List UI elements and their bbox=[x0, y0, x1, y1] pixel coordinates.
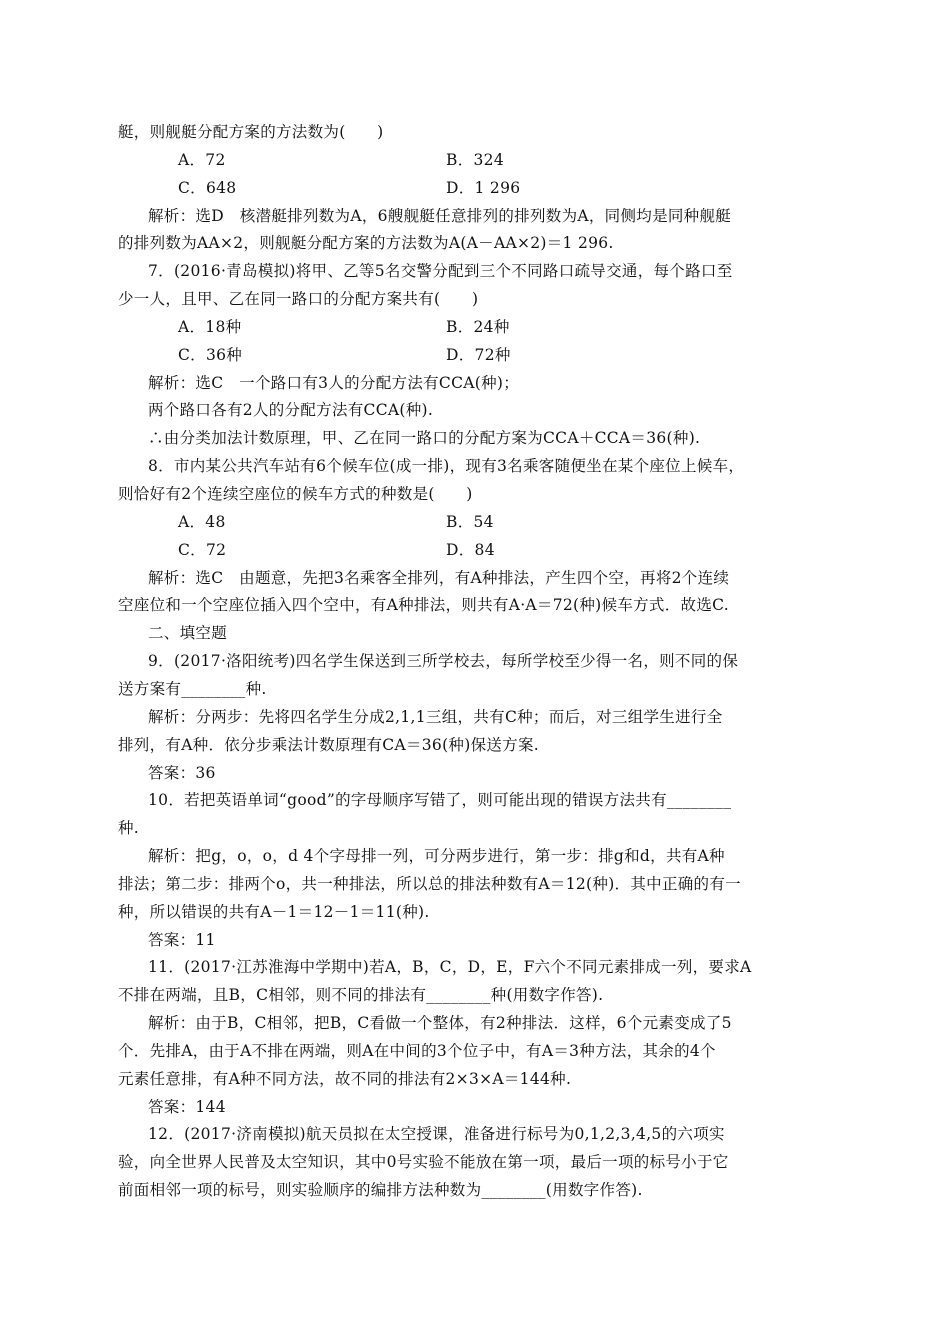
q10-answer: 答案：11 bbox=[148, 931, 216, 949]
q6-analysis-line: 的排列数为AA×2，则舰艇分配方案的方法数为A(A－AA×2)＝1 296. bbox=[118, 234, 614, 252]
question-10: 10．若把英语单词“good”的字母顺序写错了，则可能出现的错误方法共有________ bbox=[148, 791, 732, 809]
q10-analysis-line: 种，所以错误的共有A－1＝12－1＝11(种). bbox=[118, 903, 430, 921]
question-8: 8．市内某公共汽车站有6个候车位(成一排)，现有3名乘客随便坐在某个座位上候车， bbox=[148, 457, 745, 475]
q11-answer: 答案：144 bbox=[148, 1098, 226, 1116]
q9-answer: 答案：36 bbox=[148, 764, 216, 782]
question-11: 11．(2017·江苏淮海中学期中)若A，B，C，D，E，F六个不同元素排成一列，要求A bbox=[148, 958, 752, 976]
q6-option-d: D．1 296 bbox=[446, 179, 521, 197]
q6-analysis-line: 解析：选D 核潜艇排列数为A，6艘舰艇任意排列的排列数为A，同侧均是同种舰艇 bbox=[148, 207, 732, 225]
q11-analysis-line: 个．先排A，由于A不排在两端，则A在中间的3个位子中，有A＝3种方法，其余的4个 bbox=[118, 1042, 716, 1060]
question-6-continuation: 艇，则舰艇分配方案的方法数为( ) bbox=[118, 123, 384, 141]
q9-analysis-line: 解析：分两步：先将四名学生分成2,1,1三组，共有C种；而后，对三组学生进行全 bbox=[148, 708, 723, 726]
q8-analysis-line: 空座位和一个空座位插入四个空中，有A种排法，则共有A·A＝72(种)候车方式．故选C. bbox=[118, 596, 729, 614]
question-12-line: 验，向全世界人民普及太空知识，其中0号实验不能放在第一项，最后一项的标号小于它 bbox=[118, 1153, 729, 1171]
q8-option-c: C．72 bbox=[178, 541, 227, 559]
question-7: 7．(2016·青岛模拟)将甲、乙等5名交警分配到三个不同路口疏导交通，每个路口至 bbox=[148, 262, 733, 280]
question-11-line: 不排在两端，且B，C相邻，则不同的排法有________种(用数字作答). bbox=[118, 986, 604, 1004]
q8-option-d: D．84 bbox=[446, 541, 495, 559]
question-12-line: 前面相邻一项的标号，则实验顺序的编排方法种数为________(用数字作答). bbox=[118, 1181, 643, 1199]
question-9: 9．(2017·洛阳统考)四名学生保送到三所学校去，每所学校至少得一名，则不同的保 bbox=[148, 652, 739, 670]
q11-analysis-line: 元素任意排，有A种不同方法，故不同的排法有2×3×A＝144种. bbox=[118, 1070, 572, 1088]
q8-option-b: B．54 bbox=[446, 513, 494, 531]
q7-option-c: C．36种 bbox=[178, 346, 243, 364]
q6-option-c: C．648 bbox=[178, 179, 237, 197]
q7-analysis-line: 两个路口各有2人的分配方法有CCA(种). bbox=[148, 401, 434, 419]
q7-option-b: B．24种 bbox=[446, 318, 510, 336]
q8-option-a: A．48 bbox=[178, 513, 226, 531]
question-9-line: 送方案有________种. bbox=[118, 680, 267, 698]
q7-option-a: A．18种 bbox=[178, 318, 242, 336]
question-8-line: 则恰好有2个连续空座位的候车方式的种数是( ) bbox=[118, 485, 473, 503]
q7-option-d: D．72种 bbox=[446, 346, 511, 364]
q6-option-a: A．72 bbox=[178, 151, 226, 169]
q8-analysis-line: 解析：选C 由题意，先把3名乘客全排列，有A种排法，产生四个空，再将2个连续 bbox=[148, 569, 730, 587]
question-7-line: 少一人，且甲、乙在同一路口的分配方案共有( ) bbox=[118, 290, 479, 308]
q7-analysis-line: ∴由分类加法计数原理，甲、乙在同一路口的分配方案为CCA＋CCA＝36(种). bbox=[148, 429, 701, 447]
question-12: 12．(2017·济南模拟)航天员拟在太空授课，准备进行标号为0,1,2,3,4,5的六项实 bbox=[148, 1125, 725, 1143]
section-heading: 二、填空题 bbox=[148, 624, 228, 642]
question-10-line: 种. bbox=[118, 819, 140, 837]
q6-option-b: B．324 bbox=[446, 151, 504, 169]
q11-analysis-line: 解析：由于B，C相邻，把B，C看做一个整体，有2种排法．这样，6个元素变成了5 bbox=[148, 1014, 732, 1032]
q10-analysis-line: 排法；第二步：排两个o，共一种排法，所以总的排法种数有A＝12(种)．其中正确的有一 bbox=[118, 875, 741, 893]
q7-analysis-line: 解析：选C 一个路口有3人的分配方法有CCA(种)； bbox=[148, 374, 520, 392]
q9-analysis-line: 排列，有A种．依分步乘法计数原理有CA＝36(种)保送方案. bbox=[118, 736, 539, 754]
q10-analysis-line: 解析：把g，o，o，d 4个字母排一列，可分两步进行，第一步：排g和d，共有A种 bbox=[148, 847, 725, 865]
